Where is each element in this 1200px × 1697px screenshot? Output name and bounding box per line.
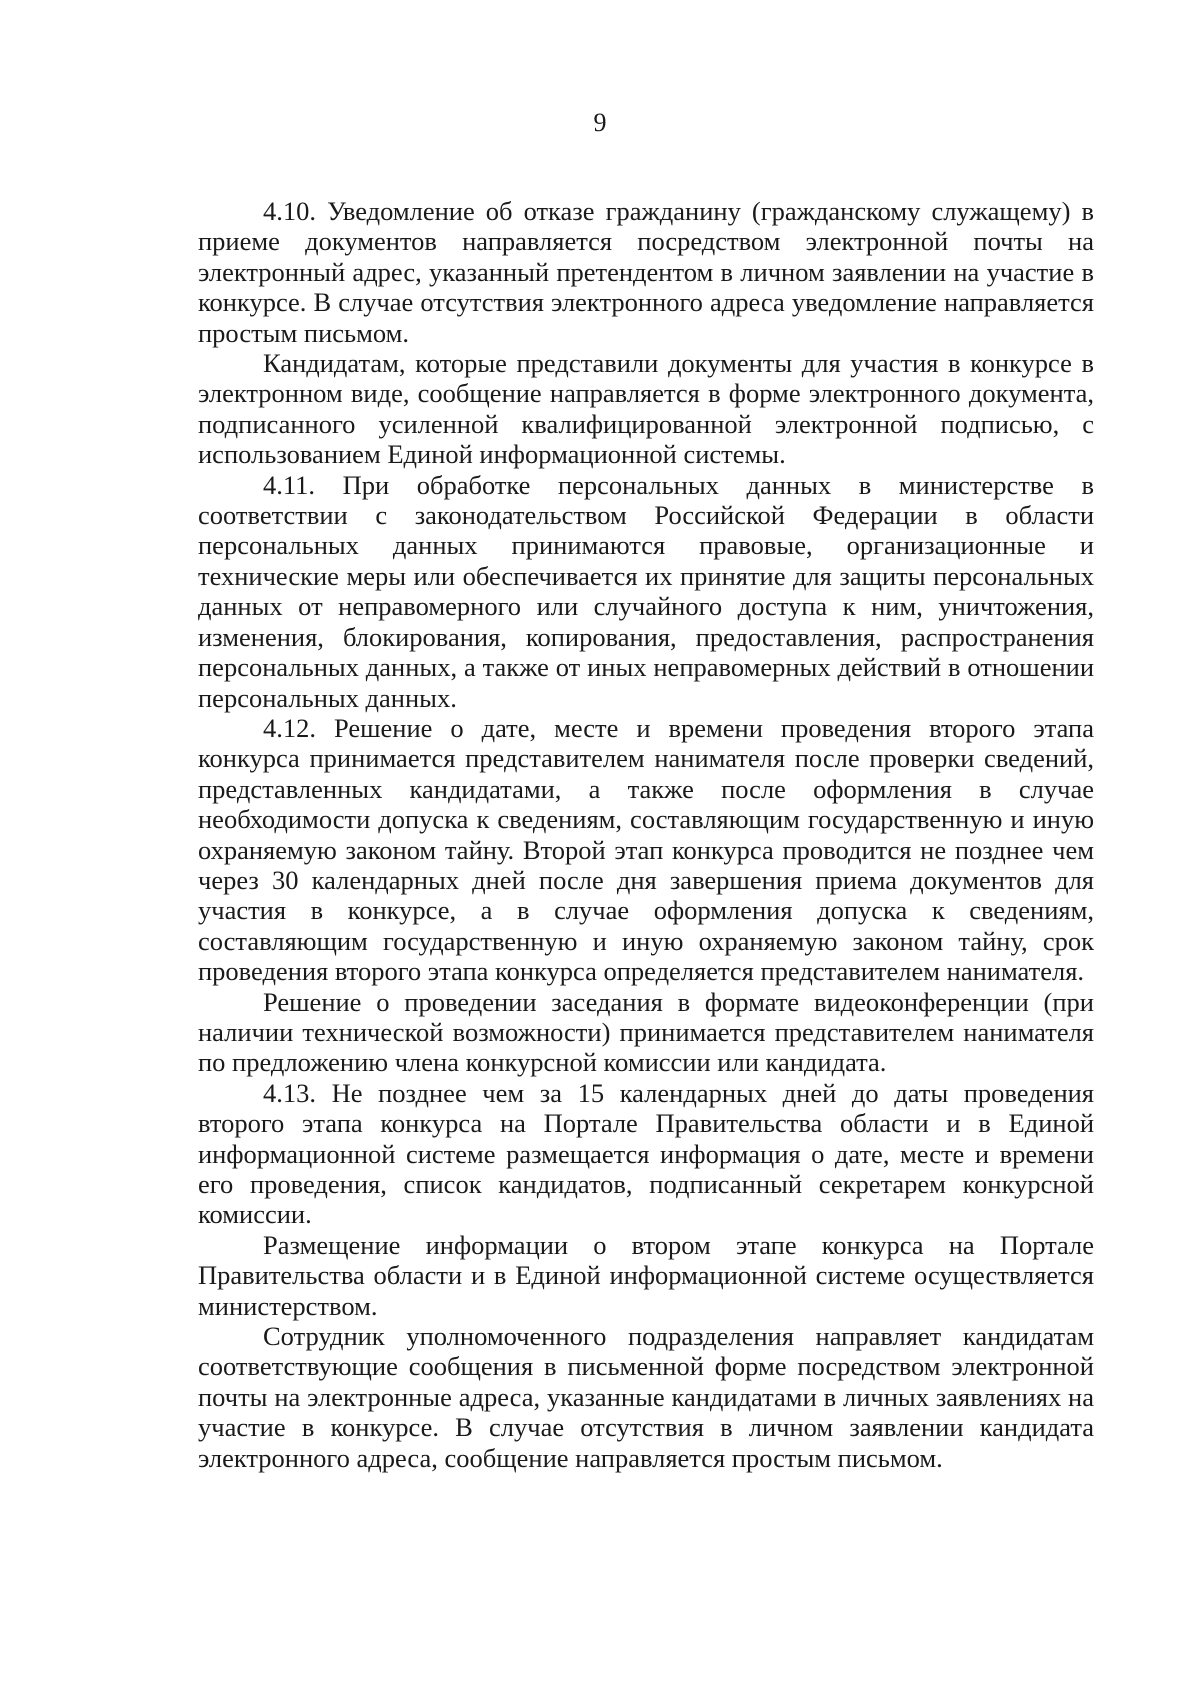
paragraph-4-13: 4.13. Не позднее чем за 15 календарных дней до даты проведения второго этапа конкурса на Портале Правительства области и в Единой информационной системе размещается информация о дате, месте и времени его проведения, список кандидатов, подписанный секретарем конкурсной комиссии. [198, 1077, 1094, 1230]
paragraph-videoconference: Решение о проведении заседания в формате видеоконференции (при наличии технической возможности) принимается представителем нанимателя по предложению члена конкурсной комиссии или кандидата. [198, 986, 1094, 1078]
paragraph-4-12: 4.12. Решение о дате, месте и времени проведения второго этапа конкурса принимается представителем нанимателя после проверки сведений, представленных кандидатами, а также после оформления в случае необходимости допуска к сведениям, составляющим государственную и иную охраняемую законом тайну. Второй этап конкурса проводится не позднее чем через 30 календарных дней после дня завершения приема документов для участия в конкурсе, а в случае оформления допуска к сведениям, составляющим государственную и иную охраняемую законом тайну, срок проведения второго этапа конкурса определяется представителем нанимателя. [198, 712, 1094, 987]
paragraph-electronic-candidates: Кандидатам, которые представили документы для участия в конкурсе в электронном виде, сообщение направляется в форме электронного документа, подписанного усиленной квалифицированной электронной подписью, с использованием Единой информационной системы. [198, 348, 1094, 470]
page-number: 9 [593, 108, 607, 137]
paragraph-notification: Сотрудник уполномоченного подразделения направляет кандидатам соответствующие сообщения в письменной форме посредством электронной почты на электронные адреса, указанные кандидатами в личных заявлениях на участие в конкурсе. В случае отсутствия в личном заявлении кандидата электронного адреса, сообщение направляется простым письмом. [198, 1321, 1094, 1473]
paragraph-4-10: 4.10. Уведомление об отказе гражданину (гражданскому служащему) в приеме документов направляется посредством электронной почты на электронный адрес, указанный претендентом в личном заявлении на участие в конкурсе. В случае отсутствия электронного адреса уведомление направляется простым письмом. [198, 196, 1094, 348]
document-body [198, 196, 1094, 1473]
paragraph-4-11: 4.11. При обработке персональных данных в министерстве в соответствии с законодательством Российской Федерации в области персональных данных принимаются правовые, организационные и технические меры или обеспечивается их принятие для защиты персональных данных от неправомерного или случайного доступа к ним, уничтожения, изменения, блокирования, копирования, предоставления, распространения персональных данных, а также от иных неправомерных действий в отношении персональных данных. [198, 469, 1094, 713]
paragraph-publication: Размещение информации о втором этапе конкурса на Портале Правительства области и в Единой информационной системе осуществляется министерством. [198, 1229, 1094, 1321]
